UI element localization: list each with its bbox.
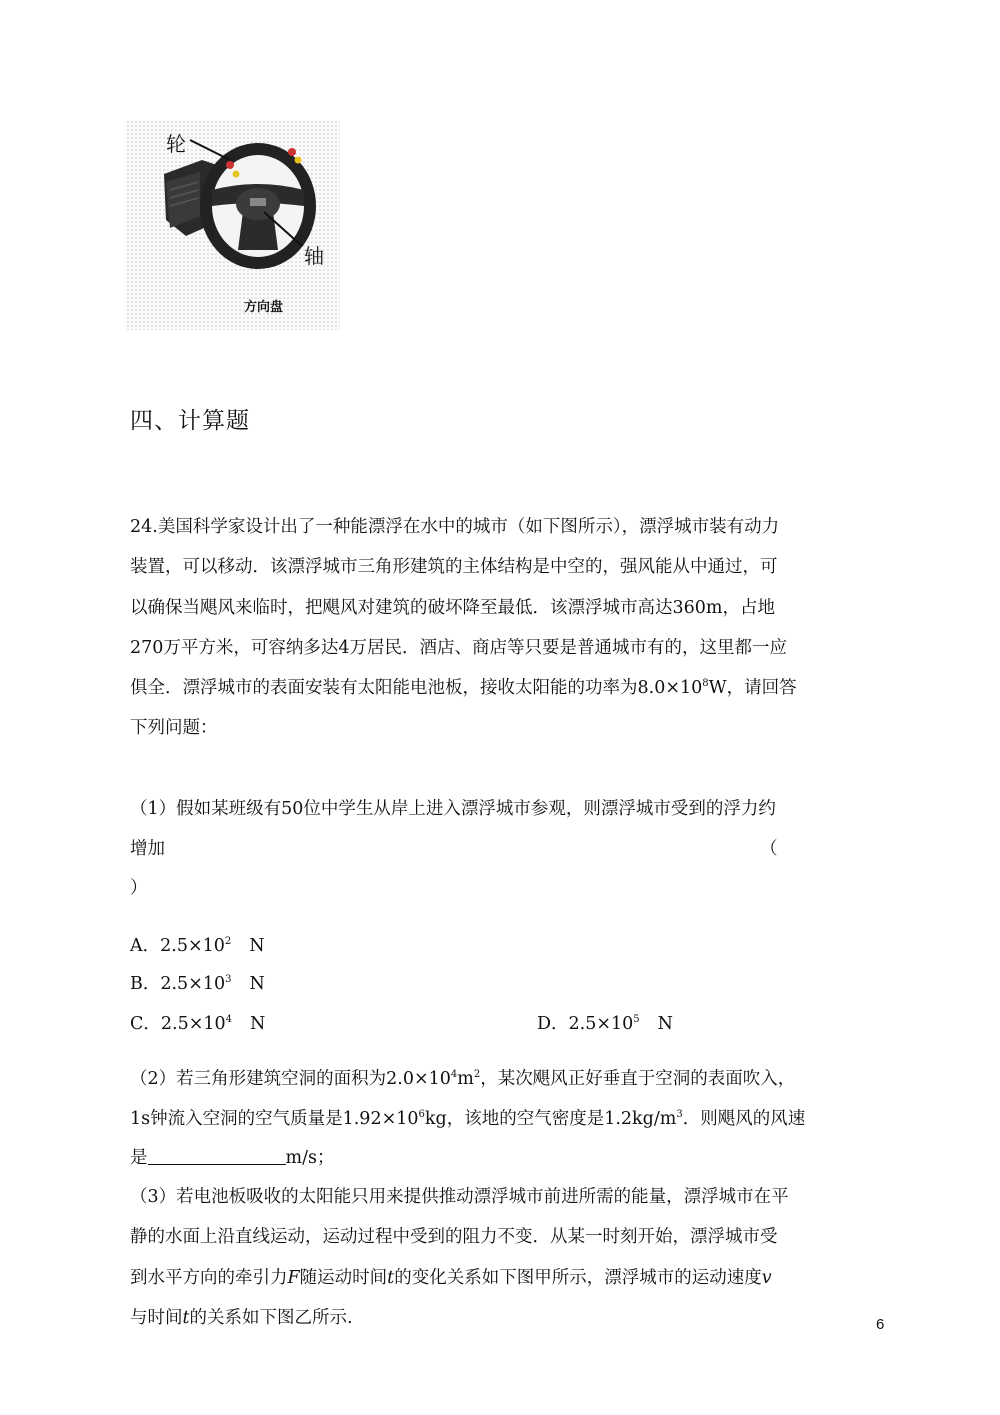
q24-line-5 <box>130 674 797 699</box>
symbol-t: t <box>182 1308 190 1328</box>
sub2-text: m <box>457 1069 474 1089</box>
option-b <box>130 970 265 995</box>
exponent: 3 <box>225 974 232 985</box>
option-c-value: C．2.5×10 <box>130 1014 226 1034</box>
option-d-value: D．2.5×10 <box>537 1014 634 1034</box>
option-b-unit: N <box>249 974 265 994</box>
sub1-line-1: （1）假如某班级有50位中学生从岸上进入漂浮城市参观，则漂浮城市受到的浮力约 <box>130 799 776 819</box>
exponent: 4 <box>225 1014 233 1025</box>
sub2-unit: m/s； <box>285 1148 335 1168</box>
sub3-text: 随运动时间 <box>299 1268 388 1288</box>
option-c-unit: N <box>250 1014 266 1034</box>
symbol-v: v <box>761 1268 772 1288</box>
sub3-text: 的关系如下图乙所示. <box>189 1308 353 1328</box>
answer-blank[interactable] <box>148 1146 286 1165</box>
q24-line-4: 270万平方米，可容纳多达4万居民．酒店、商店等只要是普通城市有的，这里都一应 <box>130 638 788 658</box>
sub3-line-3 <box>130 1264 772 1289</box>
sub2-text: 1s钟流入空洞的空气质量是1.92×10 <box>130 1109 419 1129</box>
q24-line-6: 下列问题： <box>130 718 218 738</box>
exponent: 4 <box>450 1069 458 1080</box>
q24-line-1: 24.美国科学家设计出了一种能漂浮在水中的城市（如下图所示），漂浮城市装有动力 <box>130 517 780 537</box>
option-a-unit: N <box>249 936 265 956</box>
q24-line-2: 装置，可以移动．该漂浮城市三角形建筑的主体结构是中空的，强风能从中通过，可 <box>130 557 778 577</box>
sub1-line-2: 增加 <box>130 839 165 859</box>
exponent: 2 <box>473 1069 481 1080</box>
exponent: 2 <box>224 936 232 947</box>
exponent: 8 <box>702 678 709 689</box>
exponent: 6 <box>418 1109 425 1120</box>
answer-paren-open: （ <box>760 839 778 859</box>
sub3-text: 到水平方向的牵引力 <box>130 1268 288 1288</box>
option-a <box>130 932 265 957</box>
sub2-text: ．则飓风的风速 <box>682 1109 806 1129</box>
page-number: 6 <box>876 1316 885 1333</box>
q24-line-5-tail: W，请回答 <box>708 678 797 698</box>
sub2-text: （2）若三角形建筑空洞的面积为2.0×10 <box>130 1069 451 1089</box>
option-a-value: A．2.5×10 <box>130 936 225 956</box>
sub3-text: 与时间 <box>130 1308 183 1328</box>
sub3-line-2: 静的水面上沿直线运动，运动过程中受到的阻力不变．从某一时刻开始，漂浮城市受 <box>130 1227 778 1247</box>
sub2-text: 是 <box>130 1148 148 1168</box>
sub2-line-2 <box>130 1105 805 1130</box>
section-title: 四、计算题 <box>130 408 250 434</box>
steering-wheel-figure <box>126 120 340 330</box>
option-b-value: B．2.5×10 <box>130 974 226 994</box>
option-d-unit: N <box>657 1014 673 1034</box>
q24-line-3: 以确保当飓风来临时，把飓风对建筑的破坏降至最低．该漂浮城市高达360m，占地 <box>130 598 775 618</box>
symbol-f: F <box>287 1268 300 1288</box>
sub3-line-4 <box>130 1304 353 1329</box>
sub2-line-3 <box>130 1144 334 1169</box>
sub3-text: 的变化关系如下图甲所示，漂浮城市的运动速度 <box>394 1268 762 1288</box>
sub2-text: ，某次飓风正好垂直于空洞的表面吹入， <box>480 1069 796 1089</box>
sub2-line-1 <box>130 1065 795 1090</box>
answer-paren-close: ） <box>130 878 148 898</box>
sub3-line-1: （3）若电池板吸收的太阳能只用来提供推动漂浮城市前进所需的能量，漂浮城市在平 <box>130 1187 789 1207</box>
figure-caption: 方向盘 <box>244 300 284 315</box>
option-d <box>537 1010 673 1035</box>
exponent: 5 <box>633 1014 640 1025</box>
steering-wheel-image <box>126 120 340 330</box>
symbol-t: t <box>387 1268 395 1288</box>
label-axle: 轴 <box>304 244 324 268</box>
label-wheel: 轮 <box>166 132 186 156</box>
option-c <box>130 1010 265 1035</box>
sub2-text: kg，该地的空气密度是1.2kg/m <box>424 1109 677 1129</box>
exponent: 3 <box>676 1109 683 1120</box>
q24-line-5-text: 俱全．漂浮城市的表面安装有太阳能电池板，接收太阳能的功率为8.0×10 <box>130 678 703 698</box>
